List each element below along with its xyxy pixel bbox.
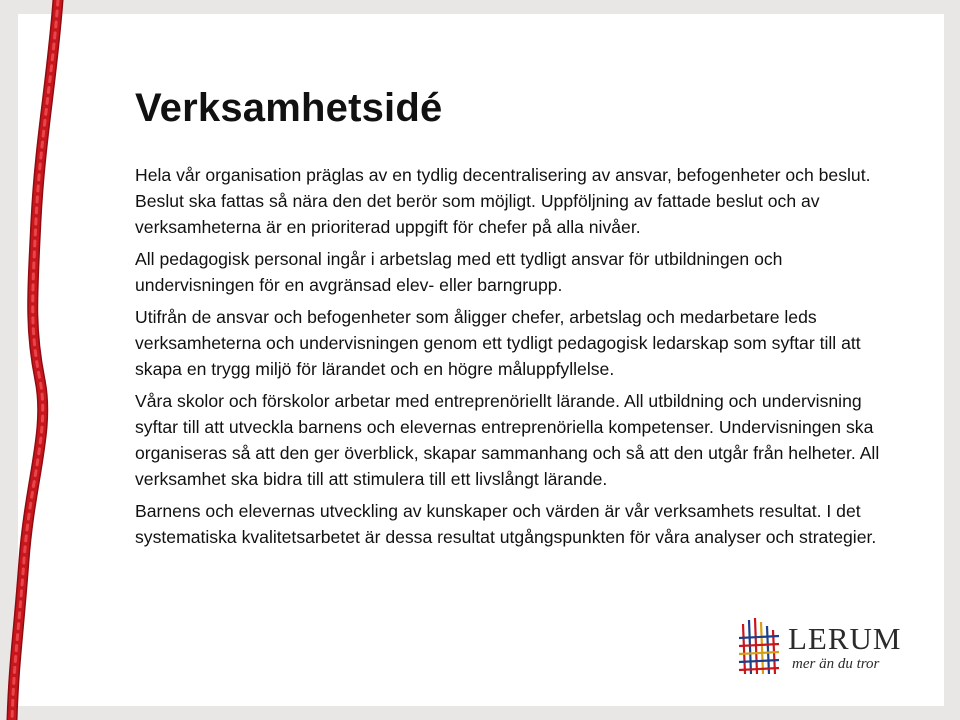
slide-body	[135, 162, 880, 556]
logo-tagline: mer än du tror	[792, 656, 880, 672]
paragraph: Utifrån de ansvar och befogenheter som åligger chefer, arbetslag och medarbetare leds verksamheterna och undervisningen genom ett tydligt pedagogisk ledarskap som syftar till att skapa en trygg miljö för lärandet och en högre måluppfyllelse.	[135, 307, 861, 379]
paragraph: Våra skolor och förskolor arbetar med entreprenöriellt lärande. All utbildning och undervisning syftar till att utveckla barnens och elevernas entreprenöriella kompetenser. Undervisningen ska organiseras så att den ger överblick, skapar sammanhang och så att den utgår från helheter. All verksamhet ska bidra till att stimulera till ett livslångt lärande.	[135, 391, 880, 489]
paragraph: Barnens och elevernas utveckling av kunskaper och värden är vår verksamhets resultat. I det systematiska kvalitetsarbetet är dessa resultat utgångspunkten för våra analyser och strategier.	[135, 501, 877, 547]
logo-wordmark: LERUM	[788, 621, 902, 656]
slide-title: Verksamhetsidé	[135, 86, 443, 130]
red-rope-icon	[0, 0, 80, 720]
paragraph: Hela vår organisation präglas av en tydlig decentralisering av ansvar, befogenheter och beslut. Beslut ska fattas så nära den det berör som möjligt. Uppföljning av fattade beslut och av verksamheterna är en prioriterad uppgift för chefer på alla nivåer.	[135, 165, 871, 237]
paragraph: All pedagogisk personal ingår i arbetslag med ett tydligt ansvar för utbildningen och undervisningen för en avgränsad elev- eller barngrupp.	[135, 249, 783, 295]
